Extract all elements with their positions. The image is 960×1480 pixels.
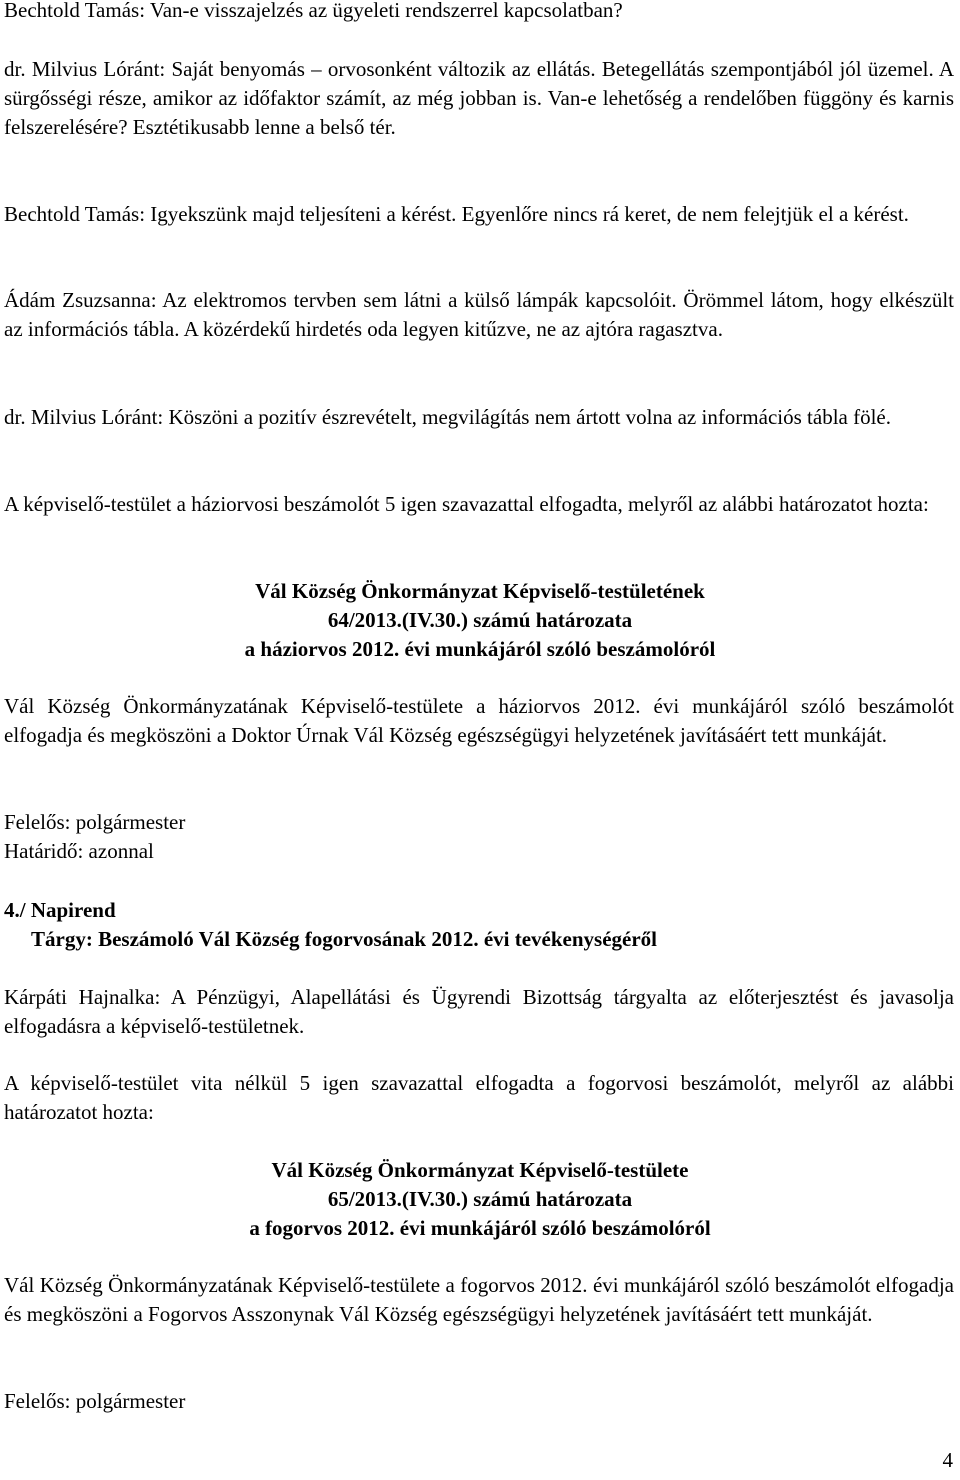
resolution-64-body-name: Vál Község Önkormányzat Képviselő-testületének [255, 579, 705, 603]
paragraph-resolution-65-text: Vál Község Önkormányzatának Képviselő-testülete a fogorvos 2012. évi munkájáról szóló beszámolót elfogadja és megköszöni a Fogorvos Asszonynak Vál Község egészségügyi helyzetének javításáért tett munkáját. [4, 1273, 954, 1326]
agenda-subject: Tárgy: Beszámoló Vál Község fogorvosának 2012. évi tevékenységéről [31, 927, 658, 951]
resolution-64-responsible: Felelős: polgármester [4, 810, 186, 834]
paragraph-karpati-committee: Kárpáti Hajnalka: A Pénzügyi, Alapellátási és Ügyrendi Bizottság tárgyalta az előterjesztést és javasolja elfogadásra a képviselő-testületnek. [4, 985, 954, 1038]
paragraph-vote-gp: A képviselő-testület a háziorvosi beszámolót 5 igen szavazattal elfogadta, melyről az alábbi határozatot hozta: [4, 492, 929, 516]
resolution-65-number: 65/2013.(IV.30.) számú határozata [327, 1187, 633, 1211]
paragraph-adam-comment: Ádám Zsuzsanna: Az elektromos tervben sem látni a külső lámpák kapcsolóit. Örömmel látom, hogy elkészült az információs tábla. A közérdekű hirdetés oda legyen kitűzve, ne az ajtóra ragasztva. [4, 288, 954, 341]
paragraph-bechtold-question: Bechtold Tamás: Van-e visszajelzés az ügyeleti rendszerrel kapcsolatban? [4, 0, 623, 22]
resolution-65-responsible: Felelős: polgármester [4, 1389, 186, 1413]
resolution-64-deadline: Határidő: azonnal [4, 839, 154, 863]
paragraph-bechtold-reply: Bechtold Tamás: Igyekszünk majd teljesíteni a kérést. Egyenlőre nincs rá keret, de nem felejtjük el a kérést. [4, 202, 909, 226]
resolution-65-subject: a fogorvos 2012. évi munkájáról szóló beszámolóról [249, 1216, 711, 1240]
paragraph-resolution-64-text: Vál Község Önkormányzatának Képviselő-testülete a háziorvos 2012. évi munkájáról szóló beszámolót elfogadja és megköszöni a Doktor Úrnak Vál Község egészségügyi helyzetének javításáért tett munkáját. [4, 694, 954, 747]
paragraph-milvius-thanks: dr. Milvius Lóránt: Köszöni a pozitív észrevételt, megvilágítás nem ártott volna az információs tábla fölé. [4, 405, 891, 429]
resolution-64-subject: a háziorvos 2012. évi munkájáról szóló beszámolóról [244, 637, 716, 661]
resolution-65-body-name: Vál Község Önkormányzat Képviselő-testülete [271, 1158, 689, 1182]
resolution-64-number: 64/2013.(IV.30.) számú határozata [327, 608, 633, 632]
paragraph-milvius-response: dr. Milvius Lóránt: Saját benyomás – orvosonként változik az ellátás. Betegellátás szempontjából jól üzemel. A sürgősségi része, amikor az időfaktor számít, az még jobban is. Van-e lehetőség a rendelőben függöny és karnis felszerelésére? Esztétikusabb lenne a belső tér. [4, 57, 954, 139]
agenda-number: 4./ Napirend [4, 898, 116, 922]
page-number: 4 [942, 1448, 953, 1472]
paragraph-vote-dentist: A képviselő-testület vita nélkül 5 igen szavazattal elfogadta a fogorvosi beszámolót, melyről az alábbi határozatot hozta: [4, 1071, 954, 1124]
